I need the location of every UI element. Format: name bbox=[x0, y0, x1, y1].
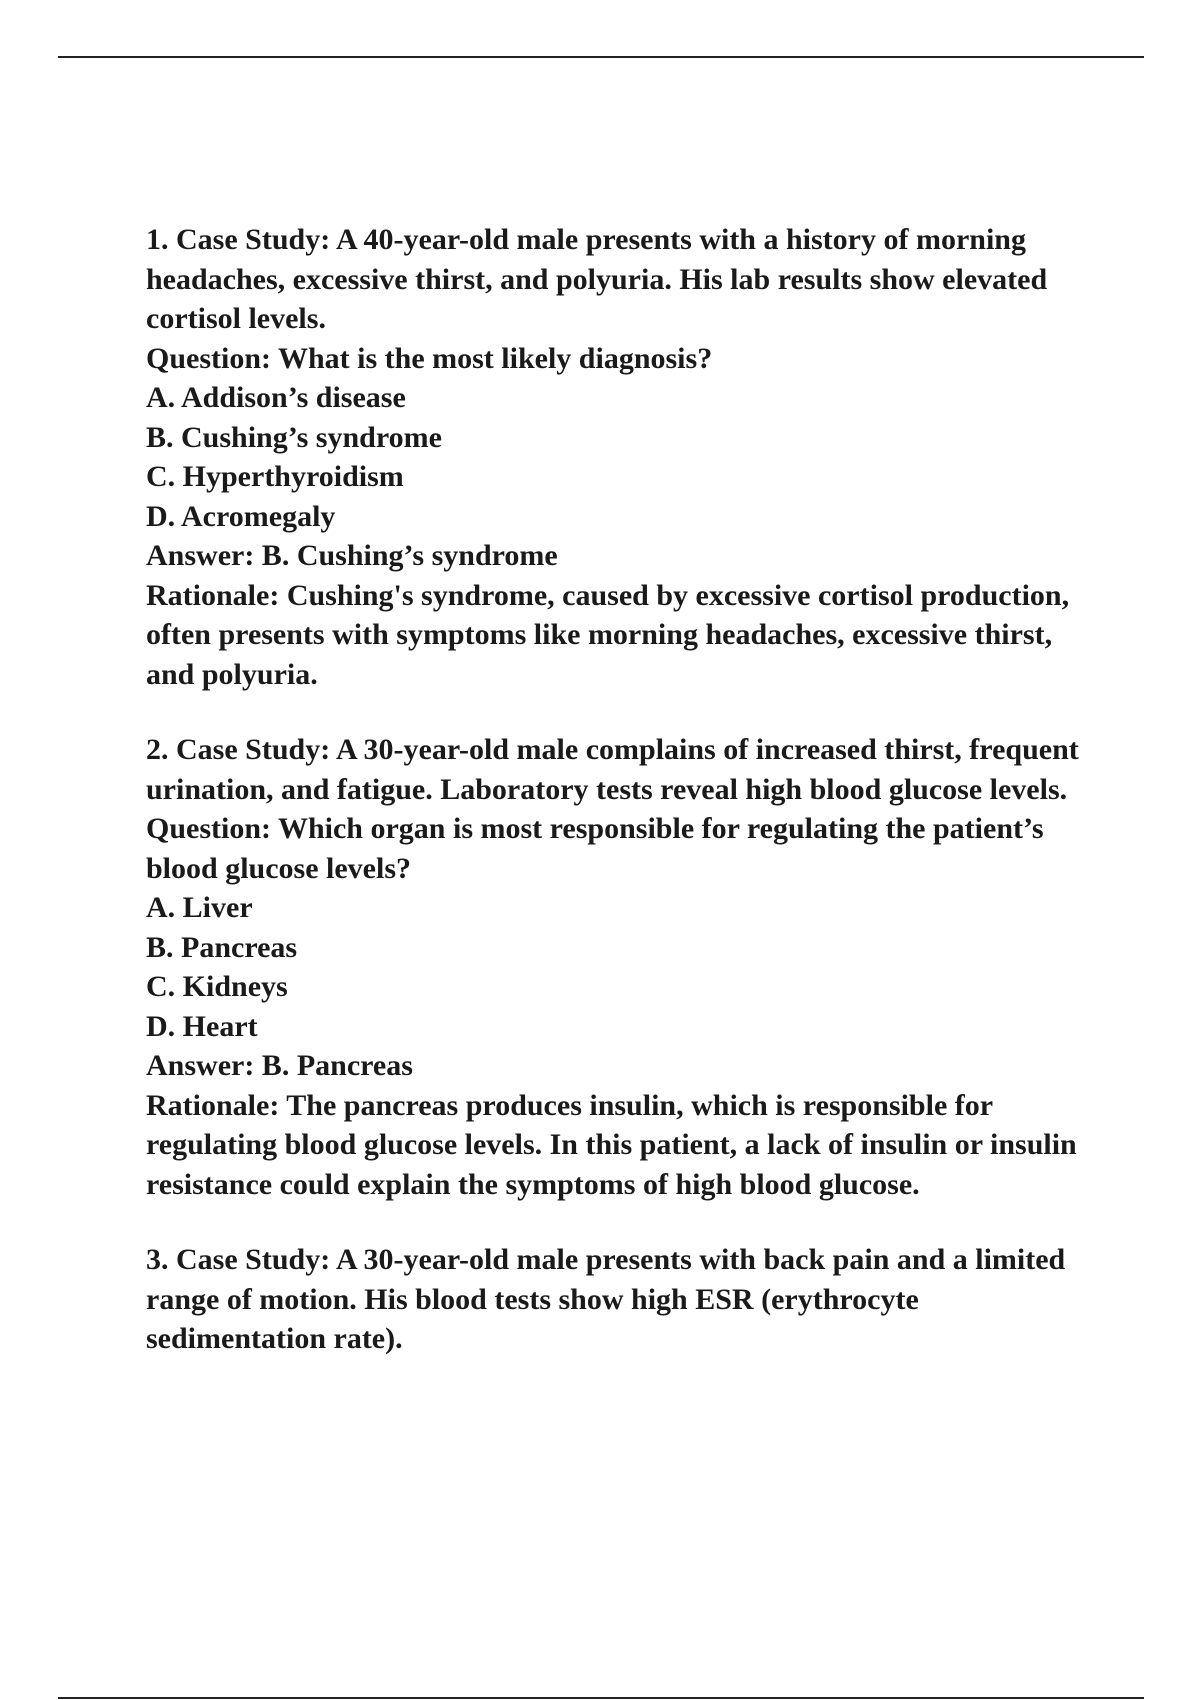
option-a: A. Addison’s disease bbox=[146, 381, 406, 414]
option-c: C. Kidneys bbox=[146, 970, 288, 1003]
top-divider bbox=[58, 56, 1144, 58]
case-study-text: 2. Case Study: A 30-year-old male complains of increased thirst, frequent urination, and fatigue. Laboratory tests reveal high blood glucose levels. bbox=[146, 733, 1087, 806]
bottom-divider bbox=[58, 1697, 1144, 1699]
rationale-text: Rationale: The pancreas produces insulin, which is responsible for regulating blood glucose levels. In this patient, a lack of insulin or insulin resistance could explain the symptoms of high blood glucose. bbox=[146, 1088, 1085, 1201]
question-text: Question: Which organ is most responsible for regulating the patient’s blood glucose levels? bbox=[146, 812, 1052, 885]
option-b: B. Pancreas bbox=[146, 930, 298, 964]
option-a: A. Liver bbox=[146, 891, 253, 924]
option-b: B. Cushing’s syndrome bbox=[146, 420, 442, 454]
question-text: Question: What is the most likely diagnosis? bbox=[146, 341, 713, 375]
option-d: D. Heart bbox=[146, 1009, 258, 1043]
option-d: D. Acromegaly bbox=[146, 499, 336, 533]
case-study-text: 3. Case Study: A 30-year-old male presents with back pain and a limited range of motion. His blood tests show high ESR (erythrocyte sedimentation rate). bbox=[146, 1243, 1073, 1355]
question-3 bbox=[146, 1240, 1106, 1359]
document-body bbox=[146, 220, 1106, 1359]
option-c: C. Hyperthyroidism bbox=[146, 460, 404, 493]
answer-text: Answer: B. Cushing’s syndrome bbox=[146, 539, 558, 572]
case-study-text: 1. Case Study: A 40-year-old male presents with a history of morning headaches, excessive thirst, and polyuria. His lab results show elevated cortisol levels. bbox=[146, 223, 1055, 335]
answer-text: Answer: B. Pancreas bbox=[146, 1049, 413, 1082]
question-2 bbox=[146, 730, 1106, 1204]
question-1 bbox=[146, 220, 1106, 694]
rationale-text: Rationale: Cushing's syndrome, caused by excessive cortisol production, often presents with symptoms like morning headaches, excessive thirst, and polyuria. bbox=[146, 578, 1077, 691]
